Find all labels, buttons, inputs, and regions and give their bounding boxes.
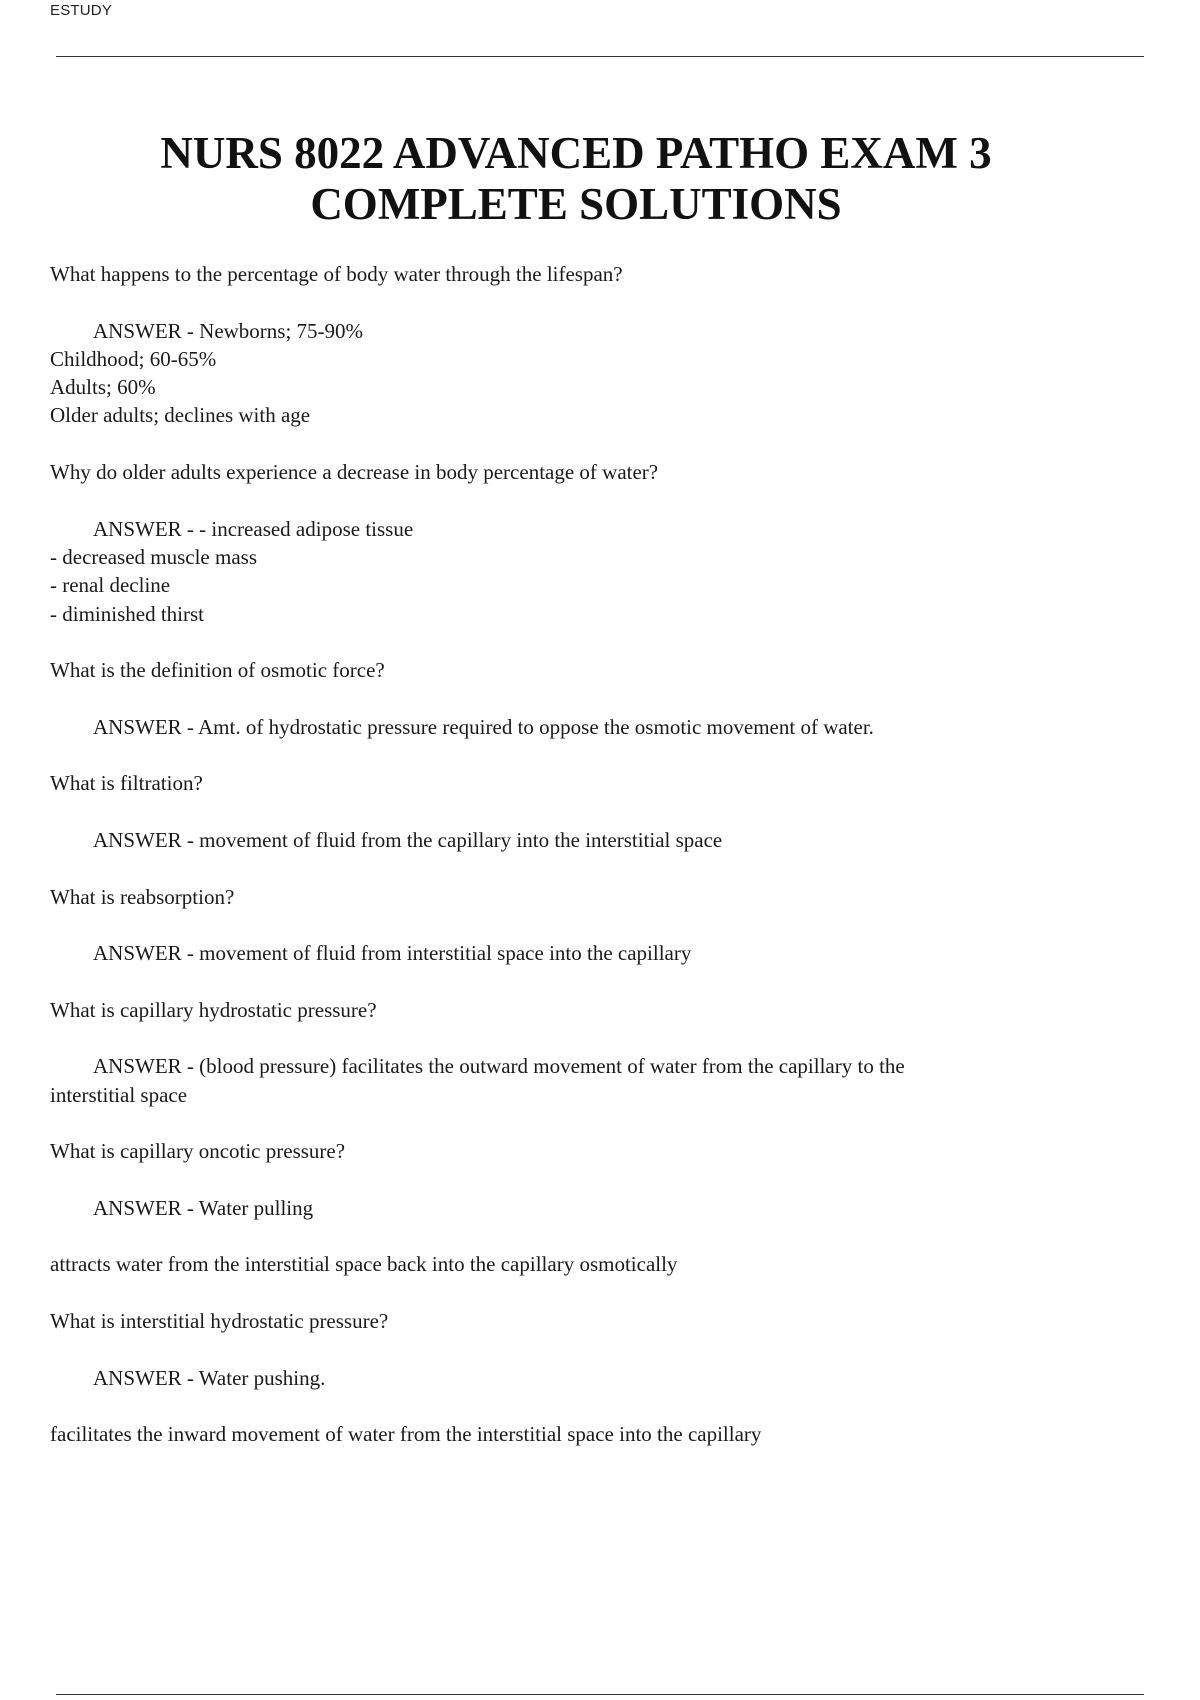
text-line: interstitial space [50, 1082, 188, 1107]
text-line: What is capillary oncotic pressure? [50, 1139, 346, 1164]
text-line: Adults; 60% [50, 375, 156, 400]
text-line: What is capillary hydrostatic pressure? [50, 997, 377, 1022]
answer-line: ANSWER - Water pushing. [93, 1365, 326, 1390]
blank-line [50, 684, 1130, 712]
text-line: What is interstitial hydrostatic pressure? [50, 1308, 389, 1333]
text-line: facilitates the inward movement of water from the interstitial space into the capillary [50, 1422, 762, 1447]
title-line-1: NURS 8022 ADVANCED PATHO EXAM 3 [160, 128, 992, 178]
text-line: What happens to the percentage of body water through the lifespan? [50, 262, 623, 286]
text-line: Childhood; 60-65% [50, 346, 217, 371]
answer-line: ANSWER - (blood pressure) facilitates the outward movement of water from the capillary to the [93, 1054, 905, 1079]
text-line: What is filtration? [50, 771, 203, 796]
document-body [50, 260, 1130, 1448]
blank-line [50, 911, 1130, 939]
answer-line: ANSWER - Newborns; 75-90% [93, 318, 364, 343]
answer-line: ANSWER - movement of fluid from the capillary into the interstitial space [93, 827, 723, 852]
text-line: attracts water from the interstitial space back into the capillary osmotically [50, 1252, 678, 1277]
blank-line [50, 430, 1130, 458]
blank-line [50, 967, 1130, 995]
blank-line [50, 1109, 1130, 1137]
blank-line [50, 1024, 1130, 1052]
blank-line [50, 798, 1130, 826]
blank-line [50, 1166, 1130, 1194]
footer-divider [56, 1694, 1144, 1695]
blank-line [50, 486, 1130, 514]
document-title [0, 128, 1152, 230]
text-line: What is reabsorption? [50, 884, 235, 909]
blank-line [50, 854, 1130, 882]
blank-line [50, 741, 1130, 769]
blank-line [50, 288, 1130, 316]
text-line: What is the definition of osmotic force? [50, 658, 385, 683]
header-divider [56, 56, 1144, 57]
text-line: Why do older adults experience a decrease in body percentage of water? [50, 460, 659, 485]
text-line: Older adults; declines with age [50, 403, 311, 428]
answer-line: ANSWER - Water pulling [93, 1195, 314, 1220]
text-line: - decreased muscle mass [50, 544, 257, 569]
text-line: - diminished thirst [50, 601, 204, 626]
title-line-2: COMPLETE SOLUTIONS [310, 179, 842, 229]
text-line: - renal decline [50, 573, 171, 598]
answer-line: ANSWER - movement of fluid from interstitial space into the capillary [93, 941, 692, 966]
blank-line [50, 1335, 1130, 1363]
header-label: ESTUDY [50, 2, 113, 19]
blank-line [50, 1392, 1130, 1420]
blank-line [50, 628, 1130, 656]
blank-line [50, 1279, 1130, 1307]
answer-line: ANSWER - Amt. of hydrostatic pressure required to oppose the osmotic movement of water. [93, 714, 874, 739]
answer-line: ANSWER - - increased adipose tissue [93, 516, 414, 541]
blank-line [50, 1222, 1130, 1250]
